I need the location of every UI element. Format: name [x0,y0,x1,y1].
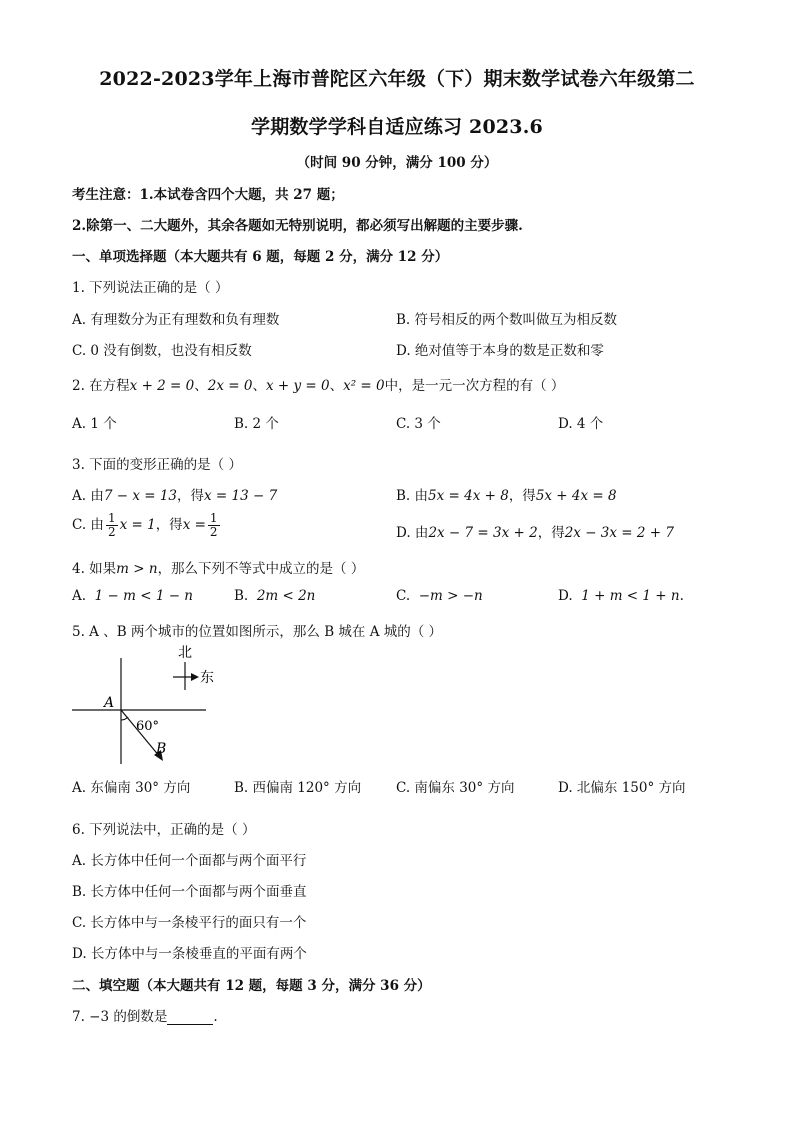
q4-option-c [396,588,483,604]
q2-sep-2: 、 [252,378,266,394]
q1-option-a: A. 有理数分为正有理数和负有理数 [72,312,280,328]
q3-d-equation-1: 2x − 7 = 3x + 2 [428,525,538,541]
q4-stem-post: ，那么下列不等式中成立的是（ ） [157,561,365,577]
exam-title-line2: 学期数学学科自适应练习 2023.6 [251,116,543,138]
q2-option-c: C. 3 个 [396,416,441,432]
q2-sep-1: 、 [194,378,208,394]
q2-option-a: A. 1 个 [72,416,117,432]
q5-option-b: B. 西偏南 120° 方向 [234,780,362,796]
q4-condition: m > n [116,561,158,577]
q2-option-b: B. 2 个 [234,416,279,432]
q3-stem: 3. 下面的变形正确的是（ ） [72,457,242,473]
compass-north-label: 北 [178,645,192,661]
q7-stem-post: . [213,1009,218,1025]
q3-option-c [72,512,222,539]
section1-heading: 一、单项选择题（本大题共有 6 题，每题 2 分，满分 12 分） [72,249,449,265]
q3-b-mid: ，得 [508,488,536,504]
q2-equation-2: 2x = 0 [207,378,253,394]
q3-d-mid: ，得 [537,525,565,541]
q2-sep-3: 、 [329,378,344,394]
section2-heading: 二、填空题（本大题共有 12 题，每题 3 分，满分 36 分） [72,978,431,994]
q4-b-expression: 2m < 2n [256,588,316,604]
q3-b-pre: B. 由 [396,488,429,504]
q2-equation-1: x + 2 = 0 [129,378,195,394]
point-b-label: B [156,741,167,757]
q3-b-equation-2: 5x + 4x = 8 [535,488,617,504]
q5-option-d: D. 北偏东 150° 方向 [558,780,686,796]
q3-c-frac1-den: 2 [107,525,116,539]
point-a-label: A [104,695,115,711]
q3-c-frac2-den: 2 [209,525,218,539]
q2-stem-pre: 2. 在方程 [72,378,130,394]
notice-line2: 2.除第一、二大题外，其余各题如无特别说明，都必须写出解题的主要步骤. [72,218,523,234]
figure-angle-arc [121,717,128,720]
q3-a-equation-1: 7 − x = 13 [103,488,178,504]
q3-option-a [72,484,277,504]
exam-title-line1: 2022-2023学年上海市普陀区六年级（下）期末数学试卷六年级第二 [99,68,695,90]
q4-stem-pre: 4. 如果 [72,561,117,577]
q3-a-mid: ，得 [177,488,205,504]
q6-option-d: D. 长方体中与一条棱垂直的平面有两个 [72,946,307,962]
q5-direction-figure [60,640,260,770]
q2-equation-4: x² = 0 [343,378,385,394]
q3-c-frac1-num: 1 [107,511,116,525]
q4-option-d [558,588,684,604]
q2-equation-3: x + y = 0 [265,378,330,394]
q1-option-d: D. 绝对值等于本身的数是正数和零 [396,343,604,359]
q4-a-label: A. [72,588,87,604]
q4-option-a [72,588,193,604]
q6-option-a: A. 长方体中任何一个面都与两个面平行 [72,853,307,869]
q3-option-b [396,484,617,504]
q4-d-label: D. [558,588,573,604]
q3-c-pre: C. 由 [72,517,104,533]
q3-c-mid: ，得 [155,517,183,533]
q3-d-equation-2: 2x − 3x = 2 + 7 [564,525,674,541]
q5-option-c: C. 南偏东 30° 方向 [396,780,515,796]
q4-b-label: B. [234,588,249,604]
q5-stem: 5. A 、B 两个城市的位置如图所示，那么 B 城在 A 城的（ ） [72,624,443,640]
q3-d-pre: D. 由 [396,525,429,541]
q2-option-d: D. 4 个 [558,416,604,432]
q4-a-expression: 1 − m < 1 − n [94,588,193,604]
q6-option-b: B. 长方体中任何一个面都与两个面垂直 [72,884,307,900]
q3-a-pre: A. 由 [72,488,104,504]
q3-c-frac2-num: 1 [209,511,218,525]
q2-stem [72,374,564,394]
q3-a-equation-2: x = 13 − 7 [204,488,278,504]
q3-c-fraction-1 [106,512,118,539]
angle-label: 60° [136,719,160,734]
q4-c-expression: −m > −n [418,588,483,604]
q4-c-label: C. [396,588,411,604]
q4-d-expression: 1 + m < 1 + n [581,588,680,604]
compass-east-label: 东 [200,670,214,686]
q4-stem [72,557,364,577]
q6-option-c: C. 长方体中与一条棱平行的面只有一个 [72,915,307,931]
q3-c-fraction-2 [208,512,220,539]
q7-stem [72,1005,218,1025]
q3-c-equation-1: x = 1 [119,517,156,533]
compass-east-arrowhead [191,673,199,681]
q3-c-equation-2: x = [182,517,206,533]
q6-stem: 6. 下列说法中，正确的是（ ） [72,822,256,838]
q5-option-a: A. 东偏南 30° 方向 [72,780,191,796]
q4-d-end: . [679,588,684,604]
q3-option-d [396,521,674,541]
notice-line1: 考生注意：1.本试卷含四个大题，共 27 题； [72,187,344,203]
q3-b-equation-1: 5x = 4x + 8 [428,488,509,504]
q7-answer-blank[interactable] [167,1011,213,1025]
q2-stem-post: 中，是一元一次方程的有（ ） [384,378,565,394]
q1-stem: 1. 下列说法正确的是（ ） [72,280,229,296]
q4-option-b [234,588,315,604]
q1-option-b: B. 符号相反的两个数叫做互为相反数 [396,312,618,328]
q1-option-c: C. 0 没有倒数，也没有相反数 [72,343,252,359]
q7-stem-pre: 7. −3 的倒数是 [72,1009,168,1025]
exam-subtitle: （时间 90 分钟，满分 100 分） [296,155,498,171]
